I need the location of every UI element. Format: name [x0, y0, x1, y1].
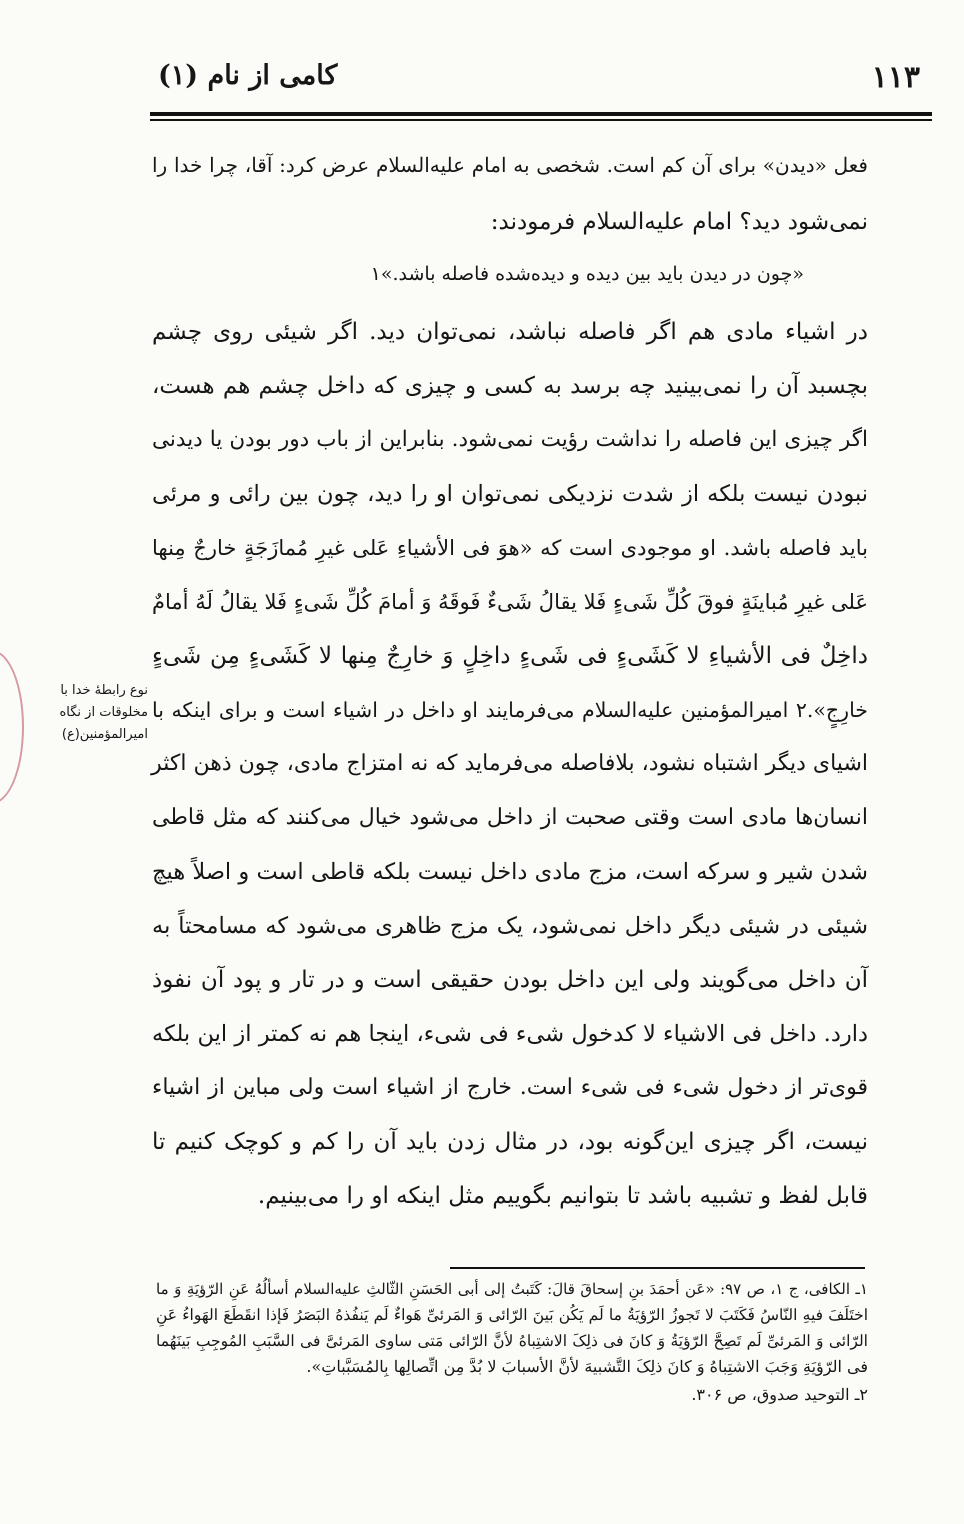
body-line: باید فاصله باشد. او موجودی است که «هوَ فی الأشیاءِ عَلی غیرِ مُمازَجَةٍ خارجٌ مِنها: [152, 536, 868, 560]
footnote-line: ۱ـ الکافی، ج ۱، ص ۹۷: «عَن أحمَدَ بنِ إسحاقَ قالَ: کَتَبتُ إلی أبی الحَسَنِ الثّالثِ علیه‌السلام أسألُهُ عَنِ الرّؤیَةِ وَ ما: [156, 1280, 868, 1298]
footnote-line: فی الرّؤیَةِ وَجَبَ الاشتِباهُ وَ کانَ ذلِکَ التَّشبیهَ لأنَّ الأسبابَ لا بُدَّ مِن اتِّصالِها بِالمُسَبَّباتِ».: [306, 1357, 868, 1376]
body-line: قابل لفظ و تشبیه باشد تا بتوانیم بگوییم مثل اینکه او را می‌بینیم.: [257, 1183, 868, 1209]
page-number: ۱۱۳: [871, 60, 920, 95]
body-line: اگر چیزی این فاصله را نداشت رؤیت نمی‌شود. بنابراین از باب دور بودن یا دیدنی: [152, 427, 868, 452]
body-line: شیئی در شیئی دیگر داخل نمی‌شود، یک مزج ظاهری می‌شود که مسامحتاً به: [152, 913, 868, 939]
body-line: انسان‌ها مادی است وقتی صحبت از داخل می‌شود خیال می‌کنند که مثل قاطی: [152, 805, 868, 830]
body-line: نمی‌شود دید؟ امام علیه‌السلام فرمودند:: [490, 209, 868, 235]
footnote-rule: [450, 1267, 865, 1269]
body-line: نیست، اگر چیزی این‌گونه بود، در مثال زدن باید آن را کم و کوچک کنیم تا: [152, 1129, 868, 1155]
body-line: داخِلٌ فی الأشیاءِ لا کَشَیءٍ فی شَیءٍ داخِلٍ وَ خارِجٌ مِنها لا کَشَیءٍ مِن شَیءٍ: [152, 643, 868, 669]
running-header: [150, 60, 930, 100]
body-line: خارِجٍ».۲ امیرالمؤمنین علیه‌السلام می‌فرمایند او داخل در اشیاء است و برای اینکه با: [152, 698, 868, 722]
body-line: نبودن نیست بلکه از شدت نزدیکی نمی‌توان او را دید، چون بین رائی و مرئی: [152, 481, 868, 507]
body-line: بچسبد آن را نمی‌بینید چه برسد به کسی و چیزی که داخل چشم هم هست،: [152, 373, 868, 399]
body-line: فعل «دیدن» برای آن کم است. شخصی به امام علیه‌السلام عرض کرد: آقا، چرا خدا را: [152, 153, 868, 177]
body-line: عَلی غیرِ مُباینَةٍ فوقَ کُلِّ شَیءٍ فَلا یقالُ شَیءٌ فَوقَهُ وَ أمامَ کُلِّ شَیءٍ فَلا یقالُ لَهُ أمامٌ: [152, 590, 868, 614]
margin-note-line: امیرالمؤمنین(ع): [61, 727, 148, 742]
body-line: دارد. داخل فی الاشیاء لا کدخول شیء فی شیء، اینجا هم نه کمتر از این بلکه: [152, 1021, 868, 1047]
margin-note-line: مخلوقات از نگاه: [59, 705, 148, 720]
body-line: آن داخل می‌گویند ولی این داخل بودن حقیقی است و در تار و پود آن نفوذ: [152, 967, 868, 993]
footnote-line: اختَلَفَ فیهِ النّاسُ فَکَتَبَ لا تَجوزُ الرّؤیَةُ ما لَم یَکُن بَینَ الرّائی وَ المَرئیِّ هَواءٌ لَم یَنفُذهُ البَصَرُ فَإذا انقَطَعَ الهَواءُ عَنِ: [156, 1306, 868, 1324]
body-line: در اشیاء مادی هم اگر فاصله نباشد، نمی‌توان دید. اگر شیئی روی چشم: [152, 319, 868, 345]
footnote-line: ۲ـ التوحید صدوق، ص ۳۰۶.: [691, 1385, 868, 1404]
body-line: اشیای دیگر اشتباه نشود، بلافاصله می‌فرماید که نه امتزاج مادی، چون ذهن اکثر: [151, 751, 868, 776]
header-rule-thin: [150, 119, 932, 121]
header-rule-thick: [150, 112, 932, 116]
book-title: کامی از نام (۱): [158, 60, 338, 91]
margin-note-line: نوع رابطهٔ خدا با: [60, 683, 148, 698]
quote-line: «چون در دیدن باید بین دیده و دیده‌شده فاصله باشد.»۱: [370, 263, 804, 285]
body-line: شدن شیر و سرکه است، مزج مادی داخل نیست بلکه قاطی است و اصلاً هیچ: [152, 859, 868, 885]
footnote-line: الرّائی وَ المَرئیِّ لَم تَصِحَّ الرّؤیَةُ وَ کانَ فی ذلِکَ الاشتِباهُ لأنَّ الرّائی مَتی ساوی المَرئیَّ فی السَّبَبِ المُوجِبِ بَینَهُما: [156, 1332, 868, 1350]
margin-note: [20, 680, 148, 746]
body-line: قوی‌تر از دخول شیء فی شیء است. خارج از اشیاء است ولی مباین از اشیاء: [152, 1075, 868, 1100]
